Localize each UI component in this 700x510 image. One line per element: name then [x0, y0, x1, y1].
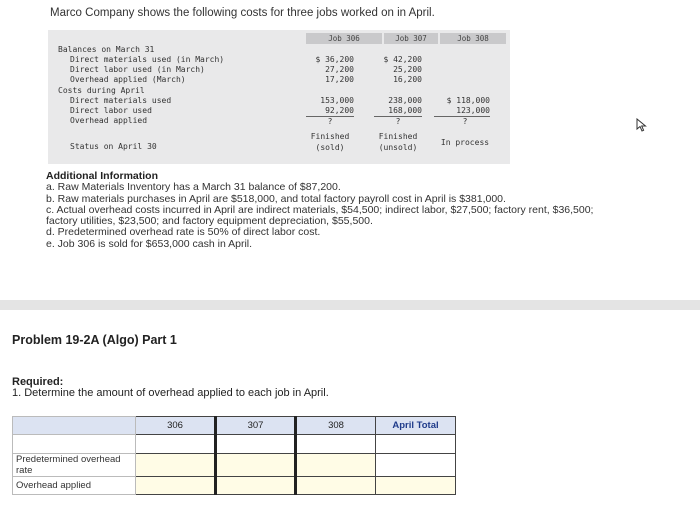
spacer-cell [216, 435, 296, 454]
status-label: Status on April 30 [70, 142, 157, 151]
cell-value: 123,000 [434, 106, 490, 117]
balances-title: Balances on March 31 [58, 45, 155, 54]
row-label-rate: Predetermined overhead rate [13, 454, 136, 477]
spacer-cell [136, 435, 216, 454]
header-306: 306 [136, 417, 216, 435]
info-item: e. Job 306 is sold for $653,000 cash in April. [46, 237, 253, 250]
header-april-total: April Total [376, 417, 456, 435]
input-overhead-308[interactable] [296, 477, 376, 495]
info-item: c. Actual overhead costs incurred in April are indirect materials, $54,500; indirect labor, $27,500; factory rent, $36,500; [46, 203, 594, 216]
info-item: d. Predetermined overhead rate is 50% of direct labor cost. [46, 226, 321, 239]
additional-info-title: Additional Information [46, 170, 158, 182]
cell-value: ? [462, 117, 468, 126]
table-row [13, 454, 456, 477]
row-label: Direct materials used (in March) [70, 55, 225, 64]
spacer-cell [13, 435, 136, 454]
cell-value: 27,200 [325, 65, 354, 74]
status-value: In process [440, 138, 490, 147]
status-value: (sold) [315, 143, 345, 152]
input-overhead-306[interactable] [136, 477, 216, 495]
required-text: 1. Determine the amount of overhead applied to each job in April. [12, 387, 329, 399]
status-value: Finished [310, 132, 350, 141]
header-blank [13, 417, 136, 435]
header-job-306: Job 306 [306, 33, 382, 44]
row-label: Direct materials used [70, 96, 172, 105]
row-label-overhead: Overhead applied [13, 477, 136, 495]
answer-header-row [13, 417, 456, 435]
cell-value: 16,200 [393, 75, 422, 84]
input-rate-307[interactable] [216, 454, 296, 477]
cell-value: $ 42,200 [383, 55, 422, 64]
row-label: Direct labor used (in March) [70, 65, 205, 74]
info-item: a. Raw Materials Inventory has a March 31 balance of $87,200. [46, 181, 341, 194]
status-value: Finished [378, 132, 418, 141]
header-307: 307 [216, 417, 296, 435]
mouse-cursor-icon [636, 118, 648, 132]
header-job-308: Job 308 [440, 33, 506, 44]
table-row [13, 477, 456, 495]
spacer-cell [296, 435, 376, 454]
required-label: Required: [12, 376, 64, 388]
answer-spacer-row [13, 435, 456, 454]
cell-value: 25,200 [393, 65, 422, 74]
info-item: factory utilities, $23,500; and factory equipment depreciation, $55,500. [46, 215, 373, 228]
cell-value: 153,000 [320, 96, 354, 105]
cell-value: 17,200 [325, 75, 354, 84]
row-label: Overhead applied (March) [70, 75, 186, 84]
input-rate-306[interactable] [136, 454, 216, 477]
row-label: Direct labor used [70, 106, 152, 115]
problem-title: Problem 19-2A (Algo) Part 1 [12, 333, 177, 347]
answer-table [12, 416, 456, 495]
cell-value: $ 36,200 [315, 55, 354, 64]
status-value: (unsold) [378, 143, 418, 152]
additional-information [46, 171, 696, 250]
info-item: b. Raw materials purchases in April are $518,000, and total factory payroll cost in April is $381,000. [46, 192, 506, 205]
cell-value: $ 118,000 [446, 96, 490, 105]
cell-value: 238,000 [388, 96, 422, 105]
spacer-cell [376, 435, 456, 454]
header-job-307: Job 307 [384, 33, 438, 44]
section-divider [0, 300, 700, 310]
cell-value: 168,000 [374, 106, 422, 117]
cell-rate-total [376, 454, 456, 477]
costs-title: Costs during April [58, 86, 145, 95]
input-rate-308[interactable] [296, 454, 376, 477]
row-label: Overhead applied [70, 116, 148, 125]
input-overhead-total[interactable] [376, 477, 456, 495]
input-overhead-307[interactable] [216, 477, 296, 495]
header-308: 308 [296, 417, 376, 435]
job-cost-image [48, 30, 510, 164]
cell-value: ? [327, 117, 333, 126]
cell-value: 92,200 [306, 106, 354, 117]
cell-value: ? [395, 117, 401, 126]
problem-intro: Marco Company shows the following costs for three jobs worked on in April. [50, 7, 435, 19]
